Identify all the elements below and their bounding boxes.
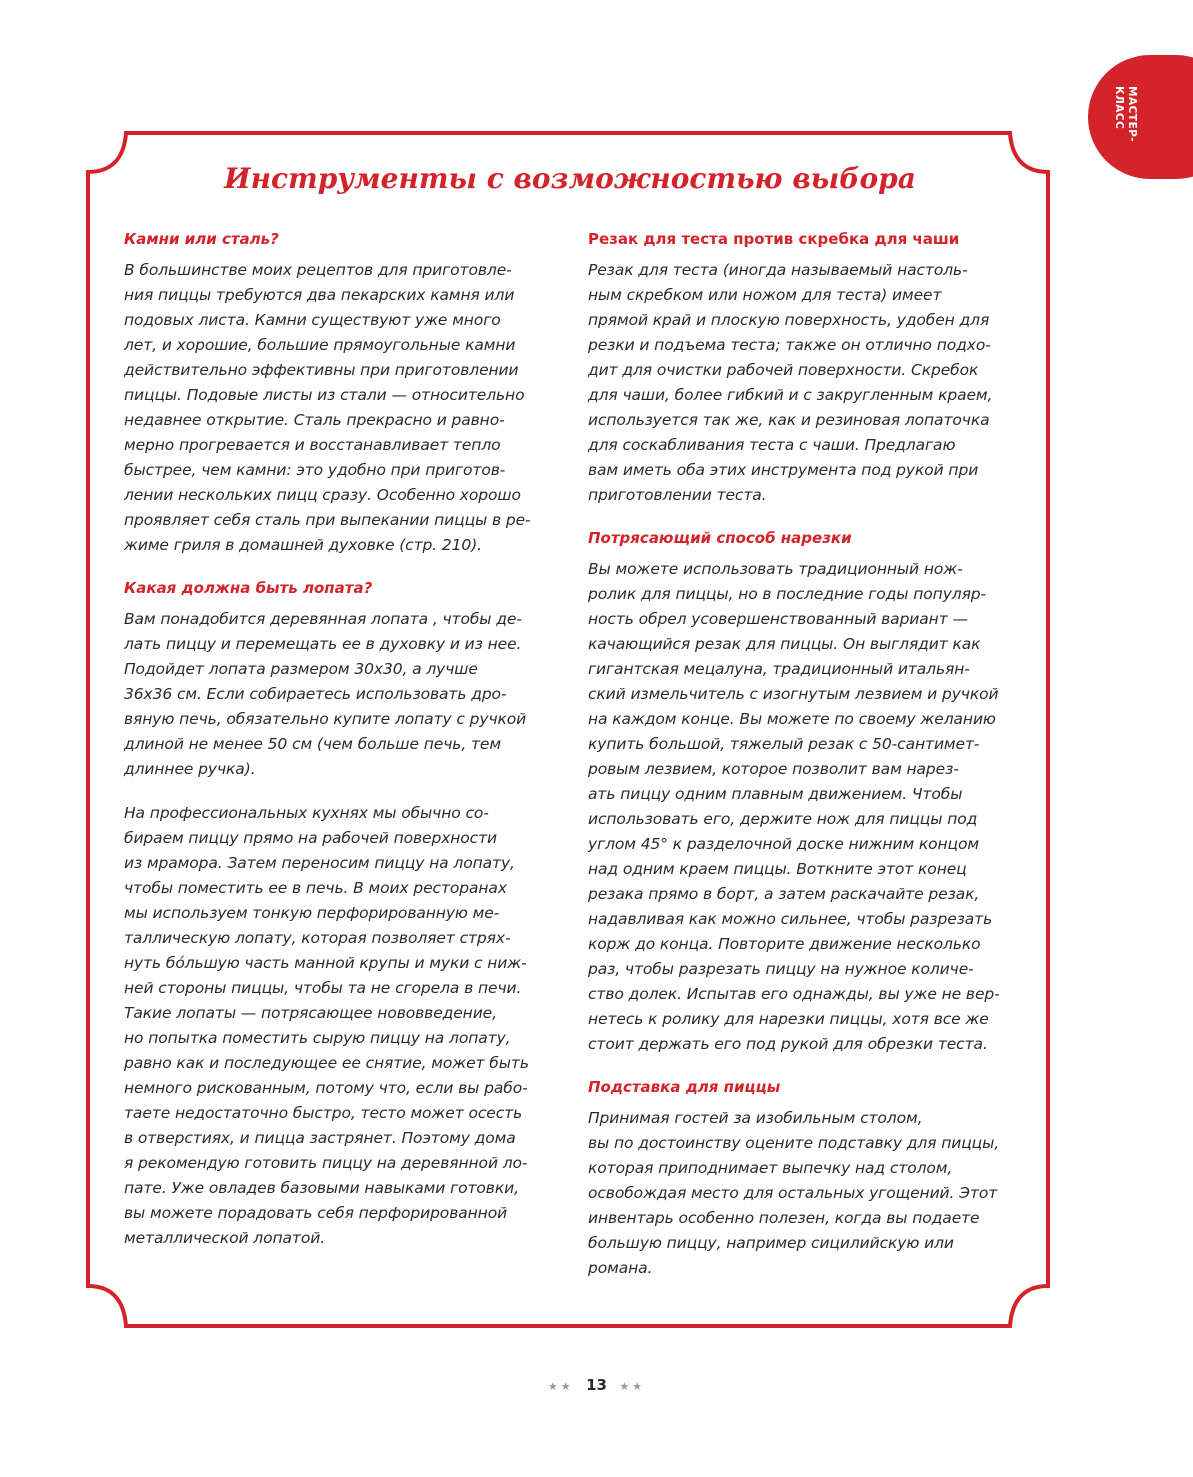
section-heading: Потрясающий способ нарезки (588, 529, 852, 547)
section-heading: Резак для теста против скребка для чаши (588, 230, 960, 248)
right-column (588, 228, 1018, 1281)
page-number-footer (0, 1376, 1193, 1394)
paragraph: Резак для теста (иногда называемый настоль- ным скребком или ножом для теста) имеет прямой край и плоскую поверхность, удобен для резки и подъема теста; также он отлично подхо- дит для очистки рабочей поверхности. Скребок для чаши, более гибкий и с закругленным краем, используется так же, как и резиновая лопаточка для соскабливания теста с чаши. Предлагаю вам иметь оба этих инструмента под рукой при приготовлении теста. (588, 261, 993, 504)
page-title: Инструменты с возможностью выбора (224, 162, 916, 195)
section-heading: Подставка для пиццы (588, 1078, 781, 1096)
section-heading: Какая должна быть лопата? (124, 579, 373, 597)
section-tab-label: МАСТЕР- КЛАСС (1113, 86, 1138, 143)
star-decoration-icon: ★★ (619, 1380, 646, 1393)
left-column (124, 228, 548, 1251)
paragraph: Принимая гостей за изобильным столом, вы по достоинству оцените подставку для пиццы, которая приподнимает выпечку над столом, освобождая место для остальных угощений. Этот инвентарь особенно полезен, когда вы подаете большую пиццу, например сицилийскую или романа. (588, 1109, 1000, 1277)
section-heading: Камни или сталь? (124, 230, 279, 248)
paragraph: В большинстве моих рецептов для приготовле- ния пиццы требуются два пекарских камня или подовых листа. Камни существуют уже много лет, и хорошие, большие прямоугольные камни действительно эффективны при приготовлении пиццы. Подовые листы из стали — относительно недавнее открытие. Сталь прекрасно и равно- мерно прогревается и восстанавливает тепло быстрее, чем камни: это удобно при приготов- лении нескольких пицц сразу. Особенно хорошо проявляет себя сталь при выпекании пиццы в ре- жиме гриля в домашней духовке (стр. 210). (124, 261, 531, 554)
paragraph: Вы можете использовать традиционный нож- ролик для пиццы, но в последние годы популяр- ность обрел усовершенствованный вариант — качающийся резак для пиццы. Он выглядит как гигантская мецалуна, традиционный итальян- ский измельчитель с изогнутым лезвием и ручкой на каждом конце. Вы можете по своему желанию купить большой, тяжелый резак с 50-сантимет- ровым лезвием, которое позволит вам нарез- ать пиццу одним плавным движением. Чтобы использовать его, держите нож для пиццы под углом 45° к разделочной доске нижним концом над одним краем пиццы. Воткните этот конец резака прямо в борт, а затем раскачайте резак, надавливая как можно сильнее, чтобы разрезать корж до конца. Повторите движение несколько раз, чтобы разрезать пиццу на нужное количе- ство долек. Испытав его однажды, вы уже не вер- нетесь к ролику для нарезки пиццы, хотя все же стоит держать его под рукой для обрезки теста. (588, 560, 1000, 1053)
page-number: 13 (586, 1376, 607, 1394)
paragraph: На профессиональных кухнях мы обычно со- бираем пиццу прямо на рабочей поверхности из мрамора. Затем переносим пиццу на лопату, чтобы поместить ее в печь. В моих ресторанах мы используем тонкую перфорированную ме- таллическую лопату, которая позволяет стрях- нуть бóльшую часть манной крупы и муки с ниж- ней стороны пиццы, чтобы та не сгорела в печи. Такие лопаты — потрясающее нововведение, но попытка поместить сырую пиццу на лопату, равно как и последующее ее снятие, может быть немного рискованным, потому что, если вы рабо- таете недостаточно быстро, тесто может осесть в отверстиях, и пицца застрянет. Поэтому дома я рекомендую готовить пиццу на деревянной ло- пате. Уже овладев базовыми навыками готовки, вы можете порадовать себя перфорированной металлической лопатой. (124, 804, 529, 1247)
paragraph: Вам понадобится деревянная лопата , чтобы де- лать пиццу и перемещать ее в духовку и из нее. Подойдет лопата размером 30х30, а лучше 36х36 см. Если собираетесь использовать дро- вяную печь, обязательно купите лопату с ручкой длиной не менее 50 см (чем больше печь, тем длиннее ручка). (124, 610, 527, 778)
star-decoration-icon: ★★ (547, 1380, 574, 1393)
